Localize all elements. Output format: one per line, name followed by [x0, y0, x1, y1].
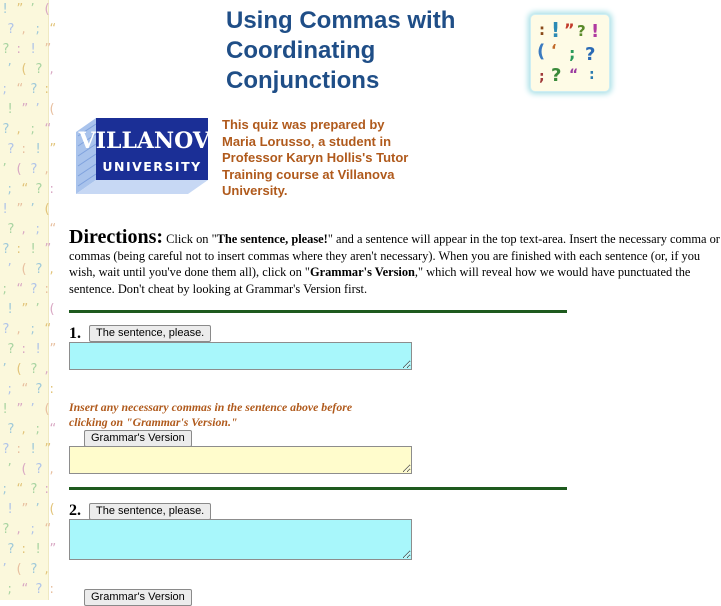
question-number: 2. — [69, 502, 81, 519]
punctuation-pattern-icon: : — [44, 282, 49, 297]
punctuation-pattern-icon: , — [16, 322, 21, 337]
punctuation-pattern-icon: , — [44, 362, 49, 377]
punctuation-pattern-icon: “ — [44, 122, 52, 137]
punctuation-pattern-icon: ? — [30, 162, 38, 177]
punctuation-pattern-icon: ? — [30, 82, 38, 97]
punctuation-pattern-icon: “ — [16, 282, 24, 297]
punctuation-pattern-icon: ’ — [30, 2, 35, 17]
single-quote-mark: ‘ — [551, 41, 557, 59]
semicolon-mark: ; — [539, 69, 545, 85]
punctuation-pattern-icon: ’ — [35, 102, 40, 117]
punctuation-pattern-icon: , — [49, 62, 54, 77]
punctuation-pattern-background — [0, 0, 57, 600]
punctuation-pattern-icon: ” — [16, 2, 24, 17]
punctuation-pattern-icon: ( — [21, 462, 27, 477]
directions-paragraph — [69, 226, 721, 297]
punctuation-pattern-icon: ( — [16, 362, 22, 377]
punctuation-pattern-icon: : — [49, 582, 54, 597]
punctuation-pattern-icon: ( — [44, 202, 50, 217]
grammar-textarea[interactable] — [69, 446, 412, 474]
semicolon-mark: ; — [569, 44, 576, 63]
punctuation-pattern-icon: ” — [44, 42, 52, 57]
punctuation-pattern-icon: ; — [2, 482, 7, 497]
punctuation-pattern-icon: , — [21, 22, 26, 37]
punctuation-pattern-icon: “ — [44, 322, 52, 337]
punctuation-pattern-icon: , — [44, 562, 49, 577]
punctuation-pattern-icon: ! — [2, 402, 8, 417]
punctuation-pattern-icon: “ — [49, 22, 57, 37]
punctuation-pattern-icon: ; — [30, 322, 35, 337]
punctuation-pattern-icon: ( — [49, 102, 55, 117]
punctuation-pattern-icon: “ — [44, 522, 52, 537]
punctuation-pattern-icon: : — [44, 82, 49, 97]
punctuation-pattern-icon: ! — [35, 142, 41, 157]
open-quote-mark: “ — [569, 67, 579, 83]
punctuation-pattern-icon: ( — [49, 302, 55, 317]
university-word: UNIVERSITY — [102, 159, 202, 174]
punctuation-pattern-icon: : — [16, 442, 21, 457]
punctuation-pattern-icon: : — [49, 382, 54, 397]
punctuation-pattern-icon: , — [21, 222, 26, 237]
punctuation-pattern-icon: ? — [35, 462, 43, 477]
directions-heading: Directions: — [69, 226, 164, 248]
punctuation-pattern-icon: ” — [44, 442, 52, 457]
punctuation-pattern-icon: ! — [2, 2, 8, 17]
punctuation-pattern-icon: ; — [7, 182, 12, 197]
question-number: 1. — [69, 325, 81, 342]
punctuation-pattern-icon: ! — [7, 302, 13, 317]
punctuation-pattern-icon: ” — [49, 142, 57, 157]
punctuation-pattern-icon: ? — [2, 322, 10, 337]
villanova-logo-icon — [74, 114, 226, 198]
punctuation-pattern-icon: ; — [35, 422, 40, 437]
punctuation-pattern-icon: “ — [21, 382, 29, 397]
punctuation-pattern-icon: ” — [44, 242, 52, 257]
punctuation-pattern-icon: ? — [2, 442, 10, 457]
punctuation-pattern-icon: ? — [7, 142, 15, 157]
punctuation-pattern-icon: “ — [16, 82, 24, 97]
punctuation-pattern-icon: ( — [44, 2, 50, 17]
punctuation-pattern-icon: “ — [21, 582, 29, 597]
directions-text: Click on " — [163, 232, 217, 246]
punctuation-marks-icon — [531, 15, 609, 91]
colon-mark: : — [589, 67, 595, 83]
punctuation-pattern-icon: ( — [21, 262, 27, 277]
punctuation-pattern-icon: ; — [30, 522, 35, 537]
sentence-button[interactable]: The sentence, please. — [89, 503, 211, 520]
punctuation-pattern-icon: ? — [35, 182, 43, 197]
villanova-word: VILLANOVA — [78, 128, 226, 154]
punctuation-pattern-icon: ? — [30, 362, 38, 377]
directions-bold-grammar: Grammar's Version — [309, 265, 415, 279]
punctuation-pattern-icon: ’ — [30, 402, 35, 417]
punctuation-pattern-icon: ” — [16, 202, 24, 217]
punctuation-pattern-icon: ? — [35, 262, 43, 277]
punctuation-pattern-icon: ! — [30, 242, 36, 257]
sentence-textarea[interactable] — [69, 519, 412, 560]
punctuation-pattern-icon: ( — [21, 62, 27, 77]
punctuation-pattern-icon: , — [16, 122, 21, 137]
punctuation-pattern-icon: ? — [2, 242, 10, 257]
question-mark: ? — [551, 65, 562, 86]
punctuation-pattern-icon: ’ — [7, 62, 12, 77]
directions-text: ," which will reveal how we would have punctuated the sentence. Don't cheat by looking at Grammar's Version first. — [69, 265, 691, 296]
punctuation-pattern-icon: ” — [49, 342, 57, 357]
punctuation-pattern-icon: ! — [7, 102, 13, 117]
punctuation-pattern-icon: ? — [35, 582, 43, 597]
question-mark: ? — [577, 22, 586, 40]
punctuation-pattern-icon: ! — [35, 342, 41, 357]
punctuation-pattern-icon: , — [16, 522, 21, 537]
punctuation-pattern-icon: ! — [30, 42, 36, 57]
punctuation-pattern-icon: ( — [49, 502, 55, 517]
punctuation-pattern-icon: ? — [35, 62, 43, 77]
punctuation-pattern-icon: ’ — [7, 462, 12, 477]
sentence-button[interactable]: The sentence, please. — [89, 325, 211, 342]
punctuation-pattern-icon: , — [21, 422, 26, 437]
punctuation-pattern-icon: ’ — [7, 262, 12, 277]
punctuation-pattern-icon: : — [21, 142, 26, 157]
punctuation-pattern-icon: ” — [49, 542, 57, 557]
punctuation-pattern-icon: ; — [7, 582, 12, 597]
punctuation-pattern-icon: ? — [30, 482, 38, 497]
question-mark: ? — [585, 44, 596, 65]
directions-text: " and a sentence will appear in the top text-area. Insert the necessary comma or commas (being careful not to insert commas where they aren't necessary). When you are finished with each sentence (or, if you wish, wait until you've done them all), click on " — [69, 232, 720, 279]
punctuation-pattern-icon: ? — [7, 22, 15, 37]
punctuation-pattern-icon: ; — [35, 222, 40, 237]
villanova-university-logo — [74, 114, 226, 198]
punctuation-pattern-icon: : — [44, 482, 49, 497]
colon-mark: : — [539, 21, 545, 39]
punctuation-pattern-icon: ’ — [35, 302, 40, 317]
instruction-text: Insert any necessary commas in the sentence above before clicking on "Grammar's Version." — [69, 400, 353, 429]
punctuation-pattern-icon: “ — [49, 222, 57, 237]
punctuation-pattern-icon: “ — [21, 182, 29, 197]
punctuation-pattern-icon: “ — [16, 482, 24, 497]
exclamation-mark: ! — [551, 18, 561, 42]
punctuation-pattern-icon: “ — [49, 422, 57, 437]
grammars-version-button[interactable]: Grammar's Version — [84, 589, 192, 606]
punctuation-pattern-icon: ! — [35, 542, 41, 557]
punctuation-pattern-icon: ( — [16, 162, 22, 177]
punctuation-pattern-icon: : — [16, 242, 21, 257]
punctuation-pattern-icon: ” — [21, 302, 29, 317]
punctuation-pattern-icon: , — [44, 162, 49, 177]
punctuation-pattern-icon: ” — [16, 402, 24, 417]
punctuation-pattern-icon: ; — [2, 82, 7, 97]
punctuation-pattern-icon: ; — [30, 122, 35, 137]
punctuation-pattern-icon: ; — [35, 22, 40, 37]
punctuation-logo — [530, 14, 610, 92]
punctuation-pattern-icon: ! — [2, 202, 8, 217]
punctuation-pattern-icon: ’ — [30, 202, 35, 217]
punctuation-pattern-icon: ; — [7, 382, 12, 397]
punctuation-pattern-icon: ? — [2, 122, 10, 137]
punctuation-pattern-icon: ’ — [2, 562, 7, 577]
open-paren-mark: ( — [537, 41, 546, 62]
punctuation-pattern-icon: ? — [35, 382, 43, 397]
punctuation-pattern-icon: ’ — [2, 362, 7, 377]
punctuation-pattern-icon: , — [49, 462, 54, 477]
punctuation-pattern-icon: , — [49, 262, 54, 277]
punctuation-pattern-icon: ’ — [2, 162, 7, 177]
directions-bold-sentence: The sentence, please! — [216, 232, 328, 246]
close-quote-mark: ” — [564, 20, 575, 39]
punctuation-pattern-icon: ? — [7, 342, 15, 357]
punctuation-pattern-icon: ” — [21, 502, 29, 517]
punctuation-pattern-icon: : — [16, 42, 21, 57]
exclamation-mark: ! — [591, 21, 600, 42]
punctuation-pattern-icon: ( — [44, 402, 50, 417]
punctuation-pattern-icon: ? — [7, 542, 15, 557]
credit-text: This quiz was prepared by Maria Lorusso, a student in Professor Karyn Hollis's Tutor Training course at Villanova University. — [222, 117, 409, 198]
punctuation-pattern-icon: ? — [2, 522, 10, 537]
punctuation-pattern-icon: ’ — [35, 502, 40, 517]
grammars-version-button[interactable]: Grammar's Version — [84, 430, 192, 447]
sentence-textarea[interactable] — [69, 342, 412, 370]
punctuation-pattern-icon: : — [21, 342, 26, 357]
punctuation-pattern-icon: ? — [30, 562, 38, 577]
divider-line — [69, 310, 567, 313]
punctuation-pattern-icon: ? — [30, 282, 38, 297]
punctuation-pattern-icon: ( — [16, 562, 22, 577]
punctuation-pattern-icon: ! — [30, 442, 36, 457]
punctuation-pattern-icon: ? — [7, 222, 15, 237]
divider-line — [69, 487, 567, 490]
punctuation-pattern-icon: : — [49, 182, 54, 197]
punctuation-pattern-icon: ; — [2, 282, 7, 297]
punctuation-pattern-icon: ? — [7, 422, 15, 437]
punctuation-pattern-icon: ? — [2, 42, 10, 57]
punctuation-pattern-icon: : — [21, 542, 26, 557]
punctuation-pattern-icon: ! — [7, 502, 13, 517]
punctuation-pattern-icon: ” — [21, 102, 29, 117]
page-title: Using Commas with Coordinating Conjunctions — [226, 7, 456, 94]
